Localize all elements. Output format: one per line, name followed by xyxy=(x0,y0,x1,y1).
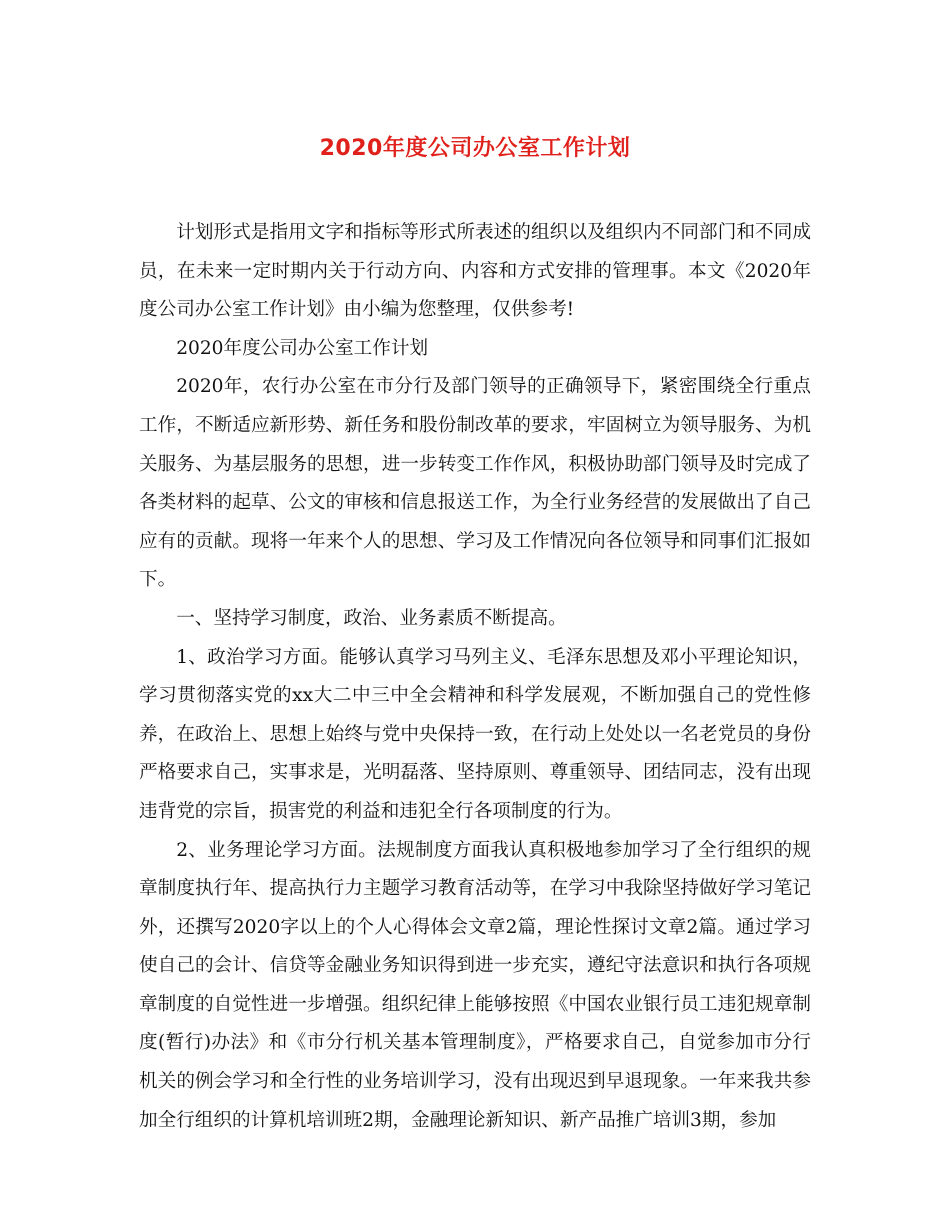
paragraph-overview: 2020年，农行办公室在市分行及部门领导的正确领导下，紧密围绕全行重点工作，不断适应新形势、新任务和股份制改革的要求，牢固树立为领导服务、为机关服务、为基层服务的思想，进一步转变工作作风，积极协助部门领导及时完成了各类材料的起草、公文的审核和信息报送工作，为全行业务经营的发展做出了自己应有的贡献。现将一年来个人的思想、学习及工作情况向各位领导和同事们汇报如下。 xyxy=(139,376,811,591)
paragraph-political-study: 1、政治学习方面。能够认真学习马列主义、毛泽东思想及邓小平理论知识，学习贯彻落实党的xx大二中三中全会精神和科学发展观，不断加强自己的党性修养，在政治上、思想上始终与党中央保持一致，在行动上处处以一名老党员的身份严格要求自己，实事求是，光明磊落、坚持原则、尊重领导、团结同志，没有出现违背党的宗旨，损害党的利益和违犯全行各项制度的行为。 xyxy=(139,646,811,822)
paragraph-section-heading-1: 一、坚持学习制度，政治、业务素质不断提高。 xyxy=(176,607,567,629)
paragraph-subtitle: 2020年度公司办公室工作计划 xyxy=(176,337,429,359)
paragraph-intro: 计划形式是指用文字和指标等形式所表述的组织以及组织内不同部门和不同成员，在未来一定时期内关于行动方向、内容和方式安排的管理事。本文《2020年度公司办公室工作计划》由小编为您整理，仅供参考! xyxy=(139,222,811,321)
document-body xyxy=(139,214,811,1140)
document-title: 2020年度公司办公室工作计划 xyxy=(319,136,631,161)
paragraph-business-study: 2、业务理论学习方面。法规制度方面我认真积极地参加学习了全行组织的规章制度执行年、提高执行力主题学习教育活动等，在学习中我除坚持做好学习笔记外，还撰写2020字以上的个人心得体会文章2篇，理论性探讨文章2篇。通过学习使自己的会计、信贷等金融业务知识得到进一步充实，遵纪守法意识和执行各项规章制度的自觉性进一步增强。组织纪律上能够按照《中国农业银行员工违犯规章制度(暂行)办法》和《市分行机关基本管理制度》，严格要求自己，自觉参加市分行机关的例会学习和全行性的业务培训学习，没有出现迟到早退现象。一年来我共参加全行组织的计算机培训班2期，金融理论新知识、新产品推广培训3期，参加 xyxy=(139,839,811,1131)
